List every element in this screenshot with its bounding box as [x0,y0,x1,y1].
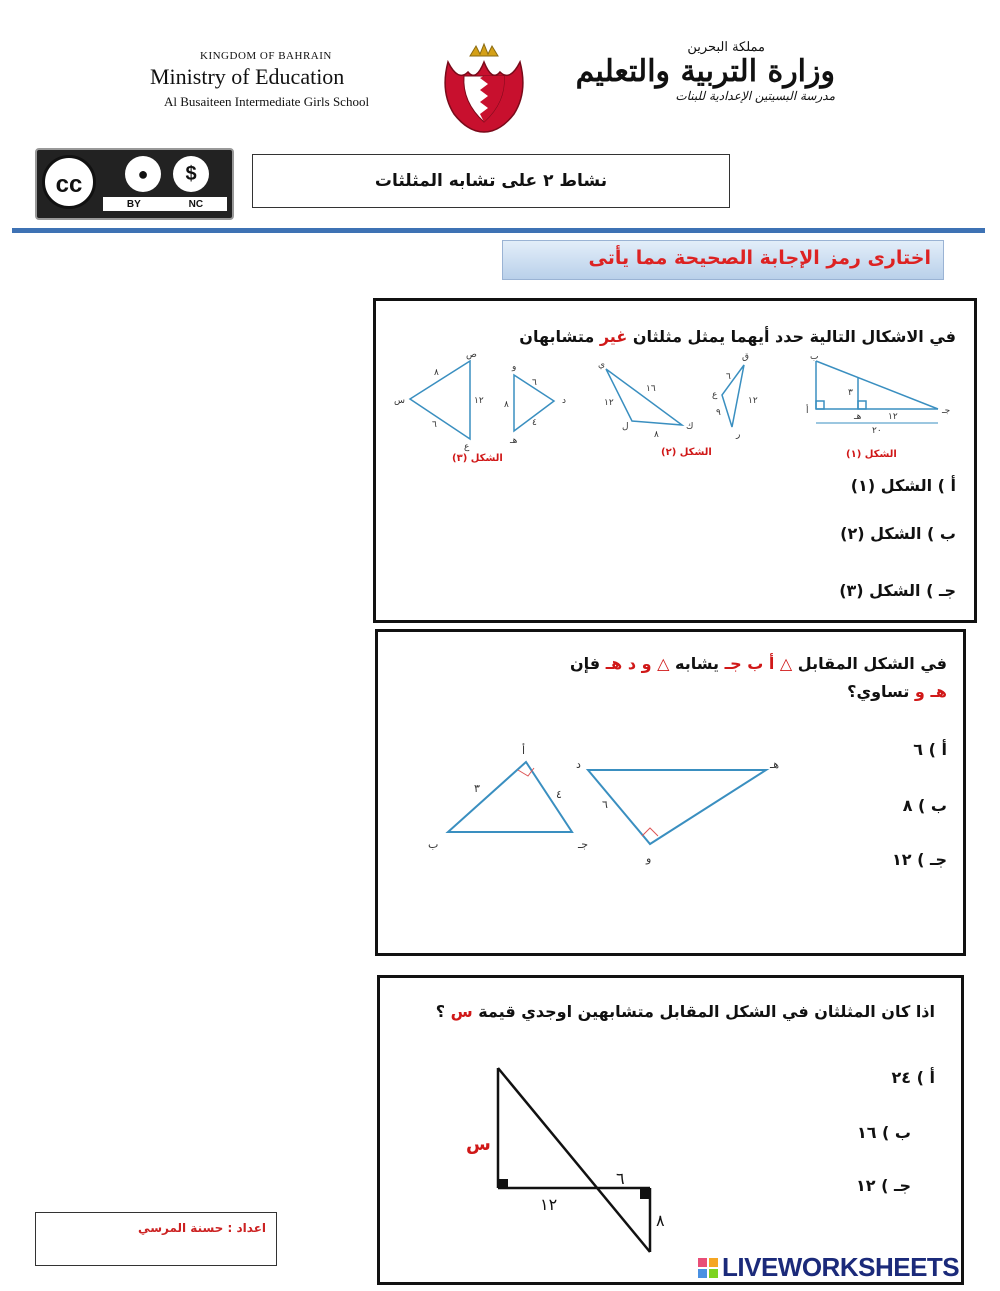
question-2 [375,629,966,956]
q2-text [387,650,947,706]
fig3-len-6b: ٦ [532,378,537,388]
cc-icon: cc [42,155,96,209]
ar-ministry: وزارة التربية والتعليم [575,54,835,89]
author-box: اعداد : حسنة المرسي [35,1212,277,1266]
q2-len-4: ٤ [556,788,562,801]
cc-nc-label: NC [188,198,204,210]
fig1-len-12: ١٢ [888,412,898,422]
fig3-v3: ع [464,442,470,452]
liveworksheets-watermark[interactable] [698,1252,959,1283]
q2-len-3: ٣ [474,782,480,795]
fig1-len-h: ٣ [848,388,853,398]
arabic-header [545,40,835,103]
q1-option-c[interactable]: جـ ) الشكل (٣) [839,581,956,600]
fig1-v-right: جـ [942,406,951,416]
fig2-len-8: ٨ [654,430,659,440]
q3-fig-len-6: ٦ [616,1169,625,1188]
q2-line-1 [387,650,947,678]
fig3-len-6a: ٦ [432,420,437,430]
q3-text-after: ؟ [435,1002,451,1021]
q2-part-d: و د هـ [605,654,652,673]
fig1-v-left: أ [806,406,809,416]
q2-v-b: ب [428,838,439,851]
q3-fig-len-8: ٨ [656,1211,665,1230]
fig2-v2: ع [712,390,718,400]
fig2-v1: ق [742,352,749,362]
instruction-banner: اختارى رمز الإجابة الصحيحة مما يأتى [502,240,944,280]
fig2-v5: ل [622,422,629,432]
en-ministry: Ministry of Education [150,64,345,89]
fig1-len-20: ٢٠ [872,426,882,436]
fig3-v2: س [394,396,405,406]
question-3 [377,975,964,1285]
fig3-v4: و [512,362,517,372]
q2-v-h: هـ [770,758,780,771]
q2-part-a: في الشكل المقابل [797,654,947,673]
fig2-v6: ك [686,422,694,432]
ar-kingdom: مملكة البحرين [687,40,765,55]
q2-part-b: أ ب جـ [724,654,775,673]
fig2-len-6: ٦ [726,372,731,382]
q3-option-c[interactable]: جـ ) ١٢ [856,1176,911,1195]
en-kingdom: KINGDOM OF BAHRAIN [200,50,332,62]
bahrain-emblem [440,42,528,134]
q3-text-before: اذا كان المثلثان في الشكل المقابل متشابهين اوجدي قيمة [472,1002,935,1021]
fig2-v3: ر [736,430,741,440]
fig3-v5: د [562,396,567,406]
q1-option-b[interactable]: ب ) الشكل (٢) [840,524,956,543]
q1-fig1 [816,361,938,423]
q3-option-b[interactable]: ب ) ١٦ [856,1123,911,1142]
q2-option-b[interactable]: ب ) ٨ [902,796,947,815]
fig3-len-8a: ٨ [434,368,439,378]
english-header [150,50,430,110]
fig2-label: الشكل (٢) [661,447,712,458]
q3-fig-x: س [466,1134,491,1155]
q2-v-a: أ [522,744,526,757]
fig3-len-8b: ٨ [504,400,509,410]
q2-v-d: د [576,758,581,771]
q1-text [396,323,956,351]
fig2-v4: ي [598,360,606,370]
q1-fig2 [606,365,744,427]
q2-option-c[interactable]: جـ ) ١٢ [892,850,947,869]
q2-var: هـ و [914,682,947,701]
non-commercial-icon: $ [173,156,209,192]
q2-v-w: و [646,852,652,865]
fig2-len-12a: ١٢ [748,396,758,406]
q1-figures [376,351,974,471]
cc-by-label: BY [126,198,141,210]
fig1-label: الشكل (١) [846,449,897,460]
fig3-len-12: ١٢ [474,396,484,406]
watermark-text: LIVEWORKSHEETS [722,1252,960,1282]
header-divider [12,228,985,233]
q2-len-6: ٦ [602,798,608,811]
fig3-len-4: ٤ [532,418,537,428]
triangle-icon: △ [779,654,793,673]
q3-text [395,998,935,1026]
q2-part-e: فإن [569,654,601,673]
ar-school: مدرسة البسيتين الإعدادية للبنات [675,89,835,103]
question-1 [373,298,977,623]
fig3-v6: هـ [510,436,518,446]
cc-license-badge [35,148,234,220]
fig2-len-12b: ١٢ [604,398,614,408]
q2-line-2 [387,678,947,706]
fig1-v-mid: هـ [854,412,862,422]
q2-rest: تساوي؟ [847,682,910,701]
fig1-v-top: ب [810,352,819,362]
q2-v-c: جـ [578,838,589,851]
triangle-icon: △ [657,654,670,673]
attribution-icon: ● [125,156,161,192]
q3-fig-len-12: ١٢ [540,1195,558,1214]
fig2-len-16: ١٦ [646,384,656,394]
cc-label-strip [103,197,227,211]
q1-text-before: في الاشكال التالية حدد أيهما يمثل مثلثان [627,327,956,346]
q3-var: س [450,1002,473,1021]
worksheet-title: نشاط ٢ على تشابه المثلثات [252,154,730,208]
q1-highlight: غير [599,327,628,346]
q2-option-a[interactable]: أ ) ٦ [913,740,947,759]
en-school: Al Busaiteen Intermediate Girls School [164,94,370,109]
q1-text-after: متشابهان [519,327,600,346]
fig3-v1: ص [466,351,477,360]
q2-figure [418,740,818,870]
q2-part-c: يشابه [675,654,720,673]
fig2-len-9: ٩ [716,408,721,418]
q1-option-a[interactable]: أ ) الشكل (١) [850,476,956,495]
q3-figure [440,1058,700,1258]
q3-option-a[interactable]: أ ) ٢٤ [891,1068,935,1087]
liveworksheets-logo-icon [698,1258,718,1278]
fig3-label: الشكل (٣) [452,453,503,464]
